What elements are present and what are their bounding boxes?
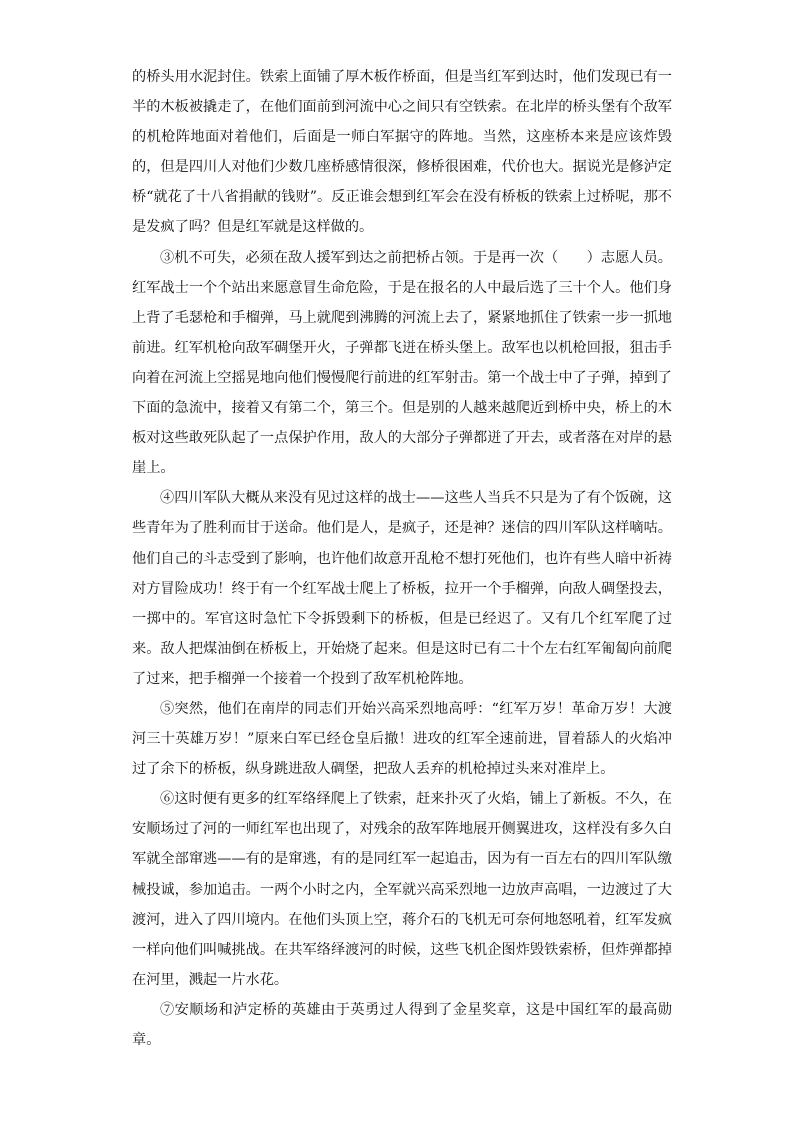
paragraph-4: ④四川军队大概从来没有见过这样的战士——这些人当兵不只是为了有个饭碗，这些青年为了胜利而甘于送命。他们是人，是疯子，还是神？迷信的四川军队这样嘀咕。他们自己的斗志受到了影响，也许他们故意开乱枪不想打死他们，也许有些人暗中祈祷对方冒险成功！终于有一个红军战士爬上了桥板，拉开一个手榴弹，向敌人碉堡投去，一掷中的。军官这时急忙下令拆毁剩下的桥板，但是已经迟了。又有几个红军爬了过来。敌人把煤油倒在桥板上，开始烧了起来。但是这时已有二十个左右红军匍匐向前爬了过来，把手榴弹一个接着一个投到了敌军机枪阵地。: [132, 490, 672, 687]
paragraph-3: ③机不可失，必须在敌人援军到达之前把桥占领。于是再一次（ ）志愿人员。红军战士一个个站出来愿意冒生命危险，于是在报名的人中最后选了三十个人。他们身上背了毛瑟枪和手榴弹，马上就爬到沸腾的河流上去了，紧紧地抓住了铁索一步一抓地前进。红军机枪向敌军碉堡开火，子弹都飞迸在桥头堡上。敌军也以机枪回报，狙击手向着在河流上空摇晃地向他们慢慢爬行前进的红军射击。第一个战士中了子弹，掉到了下面的急流中，接着又有第二个，第三个。但是别的人越来越爬近到桥中央，桥上的木板对这些敢死队起了一点保护作用，敌人的大部分子弹都迸了开去，或者落在对岸的悬崖上。: [132, 249, 672, 477]
paragraph-7: ⑦安顺场和泸定桥的英雄由于英勇过人得到了金星奖章，这是中国红军的最高勋章。: [132, 1001, 672, 1048]
paragraph-6: ⑥这时便有更多的红军络绎爬上了铁索，赶来扑灭了火焰，铺上了新板。不久，在安顺场过了河的一师红军也出现了，对残余的敌军阵地展开侧翼进攻，这样没有多久白军就全部窜逃——有的是窜逃，有的是同红军一起追击，因为有一百左右的四川军队缴械投诚，参加追击。一两个小时之内，全军就兴高采烈地一边放声高唱，一边渡过了大渡河，进入了四川境内。在他们头顶上空，蒋介石的飞机无可奈何地怒吼着，红军发疯一样向他们叫喊挑战。在共军络绎渡河的时候，这些飞机企图炸毁铁索桥，但炸弹都掉在河里，溅起一片水花。: [132, 791, 672, 988]
paragraph-5: ⑤突然，他们在南岸的同志们开始兴高采烈地高呼：“红军万岁！革命万岁！大渡河三十英雄万岁！”原来白军已经仓皇后撤！进攻的红军全速前进，冒着舔人的火焰冲过了余下的桥板，纵身跳进敌人碉堡，把敌人丢弃的机枪掉过头来对准岸上。: [132, 700, 672, 778]
text-column: [132, 62, 672, 1055]
paragraph-continued: 的桥头用水泥封住。铁索上面铺了厚木板作桥面，但是当红军到达时，他们发现已有一半的木板被撬走了，在他们面前到河流中心之间只有空铁索。在北岸的桥头堡有个敌军的机枪阵地面对着他们，后面是一师白军据守的阵地。当然，这座桥本来是应该炸毁的，但是四川人对他们少数几座桥感情很深，修桥很困难，代价也大。据说光是修泸定桥“就花了十八省捐献的钱财”。反正谁会想到红军会在没有桥板的铁索上过桥呢，那不是发疯了吗？但是红军就是这样做的。: [132, 69, 672, 236]
